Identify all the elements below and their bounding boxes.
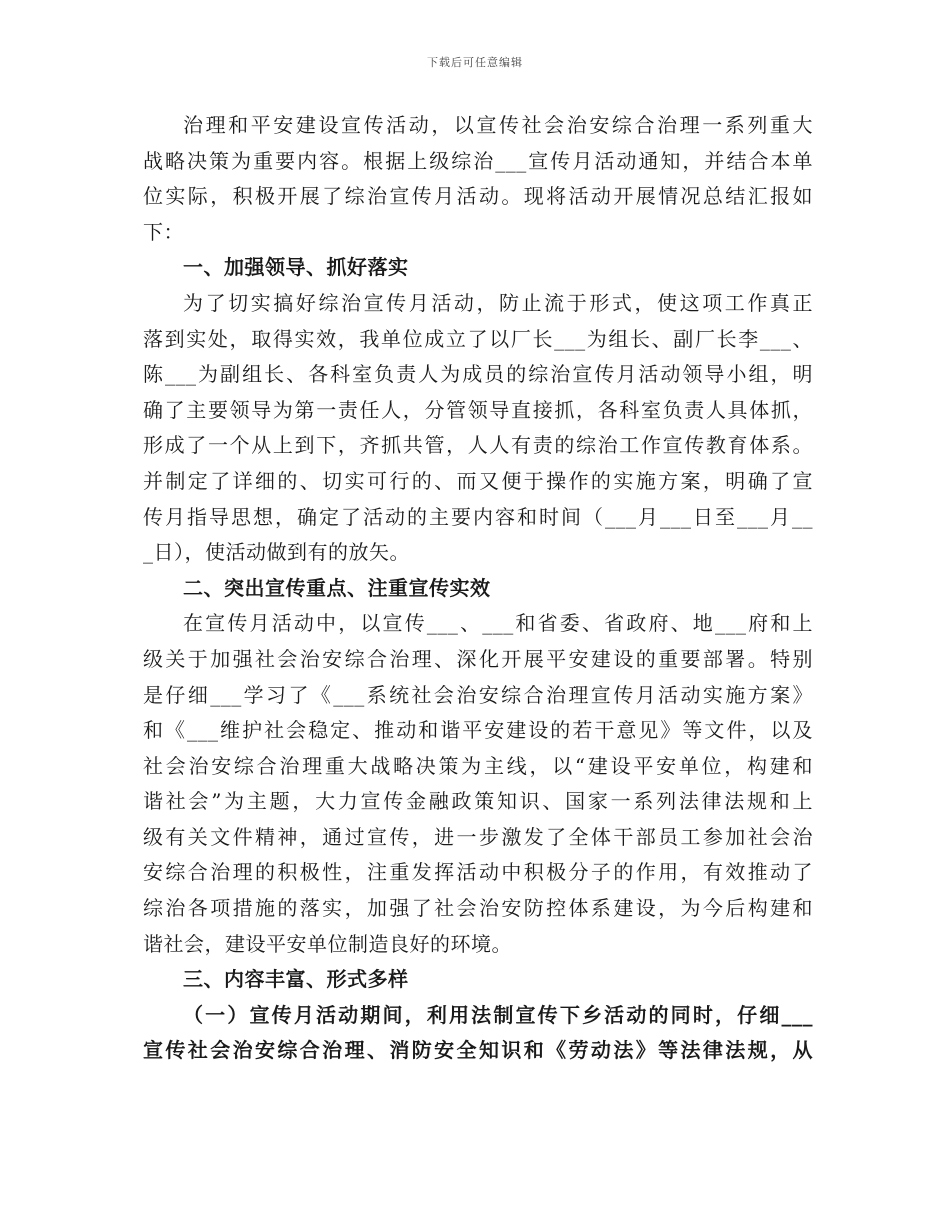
section-heading-1: 一、加强领导、抓好落实 (183, 255, 409, 280)
page-header-note: 下载后可任意编辑 (427, 56, 523, 69)
paragraph-line: 形成了一个从上到下，齐抓共管，人人有责的综治工作宣传教育体系。 (143, 433, 813, 458)
document-body (143, 108, 813, 1069)
paragraph-line: 社会治安综合治理重大战略决策为主线，以“建设平安单位，构建和 (143, 753, 813, 778)
subsection-line: 宣传社会治安综合治理、消防安全知识和《劳动法》等法律法规，从 (143, 1038, 813, 1063)
paragraph-line: 治理和平安建设宣传活动，以宣传社会治安综合治理一系列重大 (183, 113, 813, 137)
paragraph-line: 谐社会”为主题，大力宣传金融政策知识、国家一系列法律法规和上 (143, 789, 813, 814)
paragraph-line: 为了切实搞好综治宣传月活动，防止流于形式，使这项工作真正 (183, 290, 813, 315)
paragraph-line: 下： (143, 219, 184, 244)
subsection-line: （一）宣传月活动期间，利用法制宣传下乡活动的同时，仔细___ (183, 1002, 813, 1027)
paragraph-line: 是仔细___学习了《___系统社会治安综合治理宣传月活动实施方案》 (143, 682, 813, 707)
paragraph-line: 并制定了详细的、切实可行的、而又便于操作的实施方案，明确了宣 (143, 468, 813, 493)
paragraph-line: 谐社会，建设平安单位制造良好的环境。 (143, 931, 512, 956)
paragraph-line: 和《___维护社会稳定、推动和谐平安建设的若干意见》等文件，以及 (143, 718, 813, 743)
paragraph-line: 在宣传月活动中，以宣传___、___和省委、省政府、地___府和上 (183, 611, 813, 636)
paragraph-line: 确了主要领导为第一责任人，分管领导直接抓，各科室负责人具体抓， (143, 397, 813, 422)
paragraph-line: 战略决策为重要内容。根据上级综治___宣传月活动通知，并结合本单 (143, 148, 813, 173)
paragraph-line: 安综合治理的积极性，注重发挥活动中积极分子的作用，有效推动了 (143, 860, 813, 885)
section-heading-2: 二、突出宣传重点、注重宣传实效 (183, 575, 491, 600)
paragraph-line: 落到实处，取得实效，我单位成立了以厂长___为组长、副厂长李___、 (143, 326, 813, 351)
paragraph-line: _日），使活动做到有的放矢。 (143, 540, 410, 565)
paragraph-line: 级关于加强社会治安综合治理、深化开展平安建设的重要部署。特别 (143, 646, 813, 671)
paragraph-line: 位实际，积极开展了综治宣传月活动。现将活动开展情况总结汇报如 (143, 184, 813, 209)
paragraph-line: 传月指导思想，确定了活动的主要内容和时间（___月___日至___月__ (143, 504, 813, 529)
paragraph-line: 综治各项措施的落实，加强了社会治安防控体系建设，为今后构建和 (143, 896, 813, 921)
section-heading-3: 三、内容丰富、形式多样 (183, 967, 409, 992)
paragraph-line: 级有关文件精神，通过宣传，进一步激发了全体干部员工参加社会治 (143, 824, 813, 849)
paragraph-line: 陈___为副组长、各科室负责人为成员的综治宣传月活动领导小组，明 (143, 362, 813, 387)
